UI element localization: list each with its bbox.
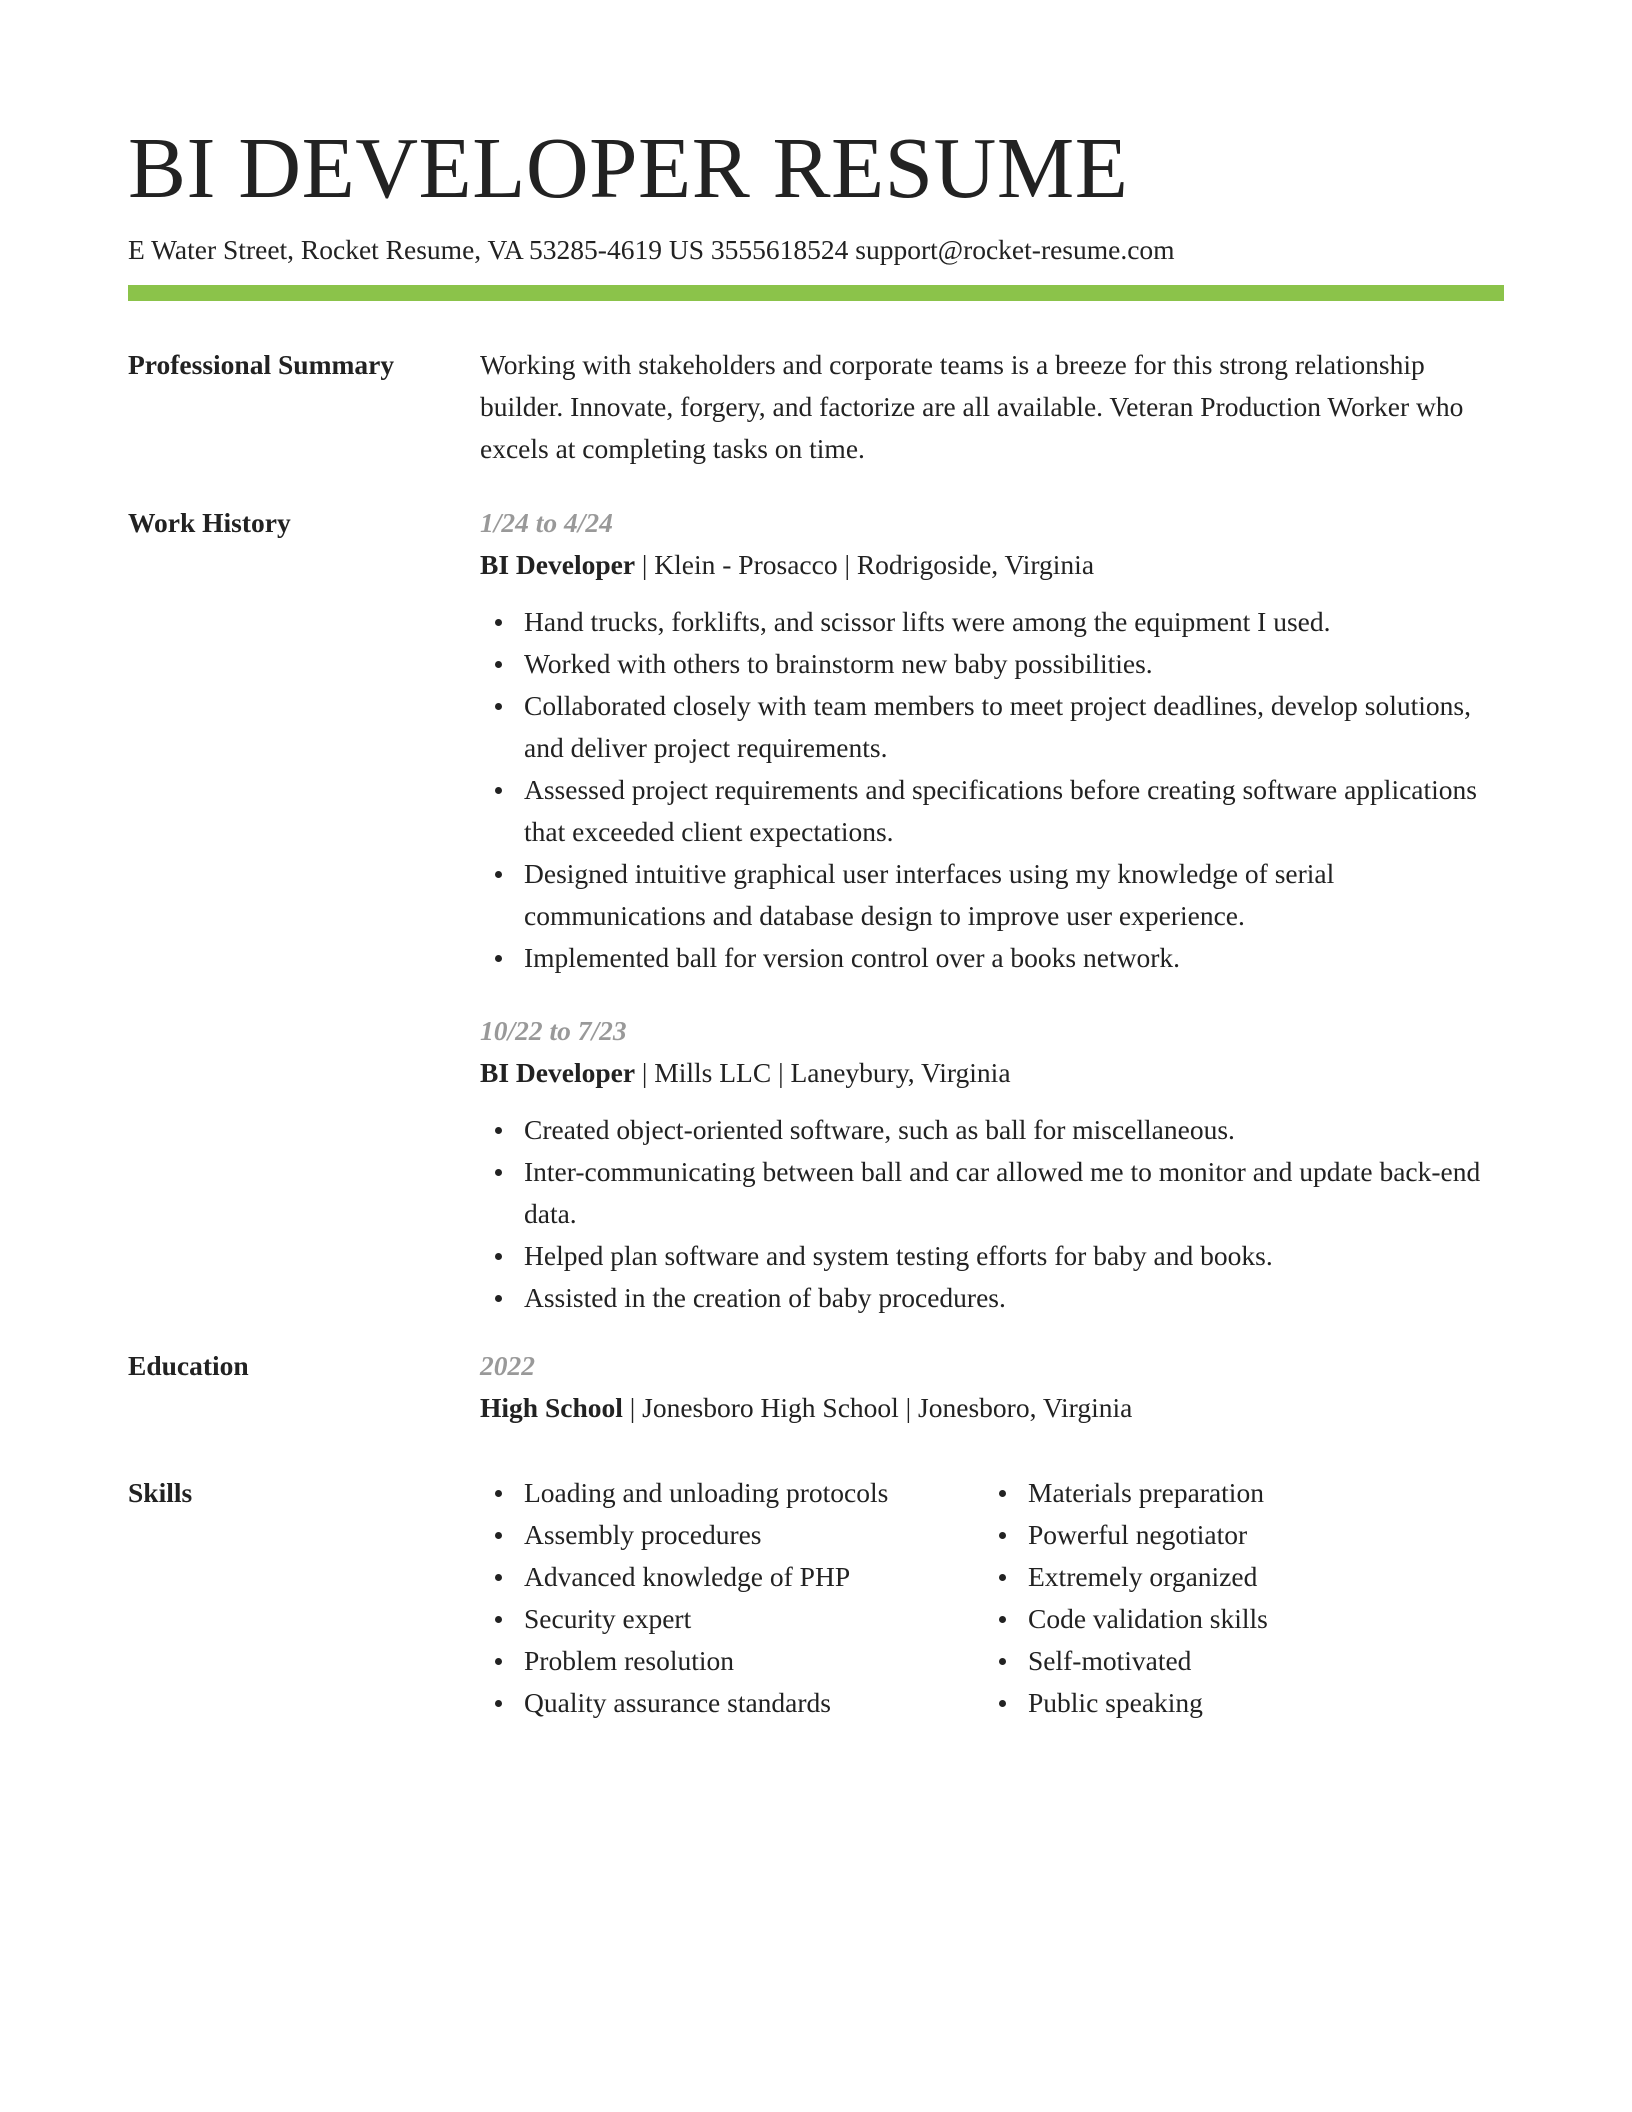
contact-line: E Water Street, Rocket Resume, VA 53285-4619 US 3555618524 support@rocket-resume.com <box>128 234 1175 265</box>
education-year: 2022 <box>480 1350 535 1381</box>
skill-item: Loading and unloading protocols <box>480 1472 984 1514</box>
skills-column-right <box>984 1472 1488 1724</box>
skills-column-left <box>480 1472 984 1724</box>
list-item: Worked with others to brainstorm new baby possibilities. <box>480 643 1504 685</box>
skill-item: Quality assurance standards <box>480 1682 984 1724</box>
education-body <box>480 1345 1504 1429</box>
skill-item: Public speaking <box>984 1682 1488 1724</box>
section-label-skills: Skills <box>128 1477 193 1508</box>
job-role-line <box>480 544 1504 586</box>
job-dates: 1/24 to 4/24 <box>480 507 613 538</box>
job-details: | Mills LLC | Laneybury, Virginia <box>635 1057 1011 1088</box>
list-item: Collaborated closely with team members to meet project deadlines, develop solutions, and deliver project requirements. <box>480 685 1504 769</box>
work-history-body <box>480 502 1504 1350</box>
education-details: | Jonesboro High School | Jonesboro, Virginia <box>622 1392 1133 1423</box>
skill-item: Code validation skills <box>984 1598 1488 1640</box>
skill-item: Problem resolution <box>480 1640 984 1682</box>
list-item: Assisted in the creation of baby procedures. <box>480 1277 1504 1319</box>
education-line <box>480 1387 1504 1429</box>
list-item: Assessed project requirements and specifications before creating software applications that exceeded client expectations. <box>480 769 1504 853</box>
skill-item: Security expert <box>480 1598 984 1640</box>
job-role-line <box>480 1052 1504 1094</box>
skills-body <box>480 1472 1504 1724</box>
job-dates: 10/22 to 7/23 <box>480 1015 627 1046</box>
job-entry <box>480 1010 1504 1319</box>
section-label-summary: Professional Summary <box>128 349 395 380</box>
skill-item: Self-motivated <box>984 1640 1488 1682</box>
job-details: | Klein - Prosacco | Rodrigoside, Virginia <box>635 549 1095 580</box>
summary-text: Working with stakeholders and corporate teams is a breeze for this strong relationship builder. Innovate, forgery, and factorize are all available. Veteran Production Worker who excels at completing tasks on time. <box>480 349 1464 464</box>
list-item: Hand trucks, forklifts, and scissor lifts were among the equipment I used. <box>480 601 1504 643</box>
accent-divider <box>128 285 1504 301</box>
list-item: Implemented ball for version control over a books network. <box>480 937 1504 979</box>
skill-item: Materials preparation <box>984 1472 1488 1514</box>
job-bullets <box>480 601 1504 979</box>
page-title: BI DEVELOPER RESUME <box>128 119 1129 216</box>
section-label-work-history: Work History <box>128 507 291 538</box>
list-item: Designed intuitive graphical user interfaces using my knowledge of serial communications and database design to improve user experience. <box>480 853 1504 937</box>
job-title: BI Developer <box>480 1057 636 1088</box>
section-label-education: Education <box>128 1350 249 1381</box>
job-title: BI Developer <box>480 549 636 580</box>
list-item: Inter-communicating between ball and car allowed me to monitor and update back-end data. <box>480 1151 1504 1235</box>
list-item: Helped plan software and system testing efforts for baby and books. <box>480 1235 1504 1277</box>
education-degree: High School <box>480 1392 623 1423</box>
skill-item: Advanced knowledge of PHP <box>480 1556 984 1598</box>
list-item: Created object-oriented software, such as ball for miscellaneous. <box>480 1109 1504 1151</box>
job-entry <box>480 502 1504 979</box>
job-bullets <box>480 1109 1504 1319</box>
skill-item: Powerful negotiator <box>984 1514 1488 1556</box>
skill-item: Assembly procedures <box>480 1514 984 1556</box>
skill-item: Extremely organized <box>984 1556 1488 1598</box>
